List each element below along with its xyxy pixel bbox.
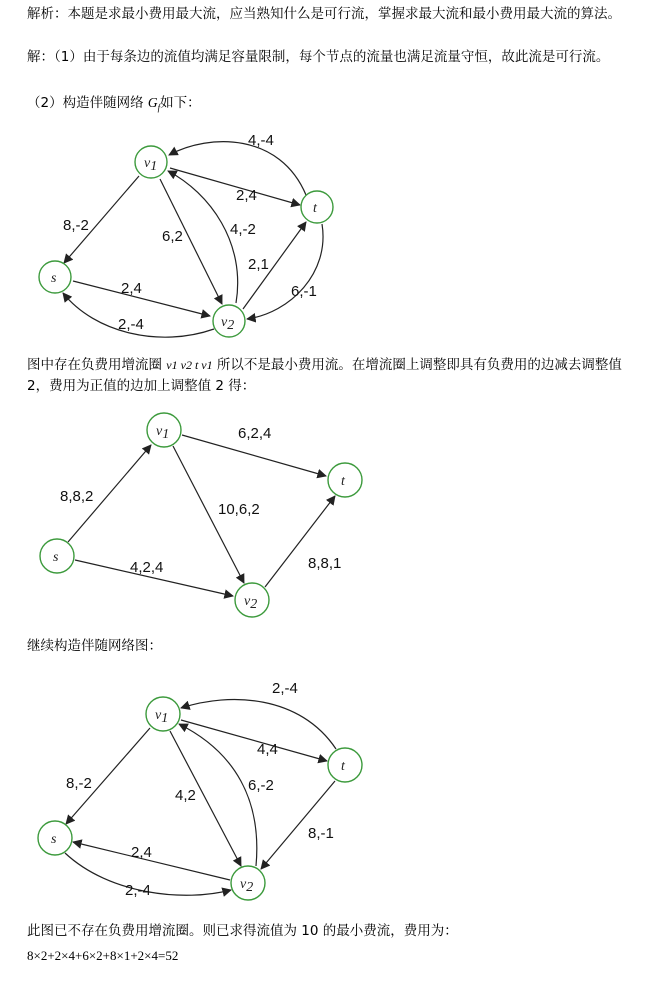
cost-formula: 8×2+2×4+6×2+8×1+2×4=52 — [27, 948, 179, 963]
g1-t-label: t — [313, 201, 317, 216]
g1-label-7: 2,4 — [121, 280, 142, 297]
cycle-nodes: v1 v2 t v1 — [166, 358, 213, 372]
g2-label-1: 8,8,2 — [60, 488, 94, 505]
conclusion-text: 此图已不存在负费用增流圈。则已求得流值为 10 的最小费流，费用为： — [27, 923, 458, 939]
g1-label-3: 6,2 — [162, 228, 183, 245]
g2-edge-v2-t — [265, 496, 335, 587]
continue-label: 继续构造伴随网络图： — [27, 638, 162, 654]
cycle-text: 图中存在负费用增流圈 v1 v2 t v1 所以不是最小费用流。在增流圈上调整即具有负费用的边减去调整值 2，费用为正值的边加上调整值 2 得： — [27, 357, 622, 394]
g3-s-label: s — [51, 832, 57, 847]
g1-label-6: 6,-1 — [291, 283, 317, 300]
g1-label-2: 8,-2 — [63, 217, 89, 234]
g3-label-3: 4,2 — [175, 787, 196, 804]
gf-symbol: $G_f$ — [147, 95, 161, 113]
g2-s-label: s — [53, 550, 59, 565]
part1-text: 解：（1）由于每条边的流值均满足容量限制，每个节点的流量也满足流量守恒，故此流是可行流。 — [27, 49, 610, 65]
graph2 — [0, 410, 645, 620]
g3-label-1: 4,4 — [257, 741, 278, 758]
g1-label-0: 4,-4 — [248, 132, 274, 149]
g3-t-label: t — [341, 759, 345, 774]
g1-v2-label: v2 — [221, 315, 235, 333]
g3-label-5: 8,-1 — [308, 825, 334, 842]
g1-edge-v1-t — [170, 168, 300, 205]
g2-t-label: t — [341, 474, 345, 489]
g3-v2-label: v2 — [240, 877, 254, 895]
g3-label-0: 2,-4 — [272, 680, 298, 697]
g1-s-label: s — [51, 271, 57, 286]
g3-v1-label: v1 — [155, 708, 169, 726]
g1-node-t — [301, 191, 333, 223]
g3-node-t — [328, 748, 362, 782]
g2-label-4: 8,8,1 — [308, 555, 342, 572]
g2-node-t — [328, 463, 362, 497]
g2-label-0: 6,2,4 — [238, 425, 272, 442]
part2-prefix: （2）构造伴随网络 — [27, 95, 148, 111]
g2-label-2: 10,6,2 — [218, 501, 260, 518]
analysis-text: 解析：本题是求最小费用最大流，应当熟知什么是可行流，掌握求最大流和最小费用最大流的算法。 — [27, 6, 621, 22]
g1-label-5: 2,1 — [248, 256, 269, 273]
graph3 — [0, 670, 645, 902]
g1-label-4: 4,-2 — [230, 221, 256, 238]
g2-label-3: 4,2,4 — [130, 559, 164, 576]
g3-label-2: 8,-2 — [66, 775, 92, 792]
g1-label-8: 2,-4 — [118, 316, 144, 333]
part2-suffix: 如下： — [160, 95, 201, 111]
g3-label-7: 2,-4 — [125, 882, 151, 899]
g2-v1-label: v1 — [156, 424, 170, 442]
part2-line — [27, 92, 625, 119]
g3-edge-v1-t — [181, 720, 327, 761]
g1-label-1: 2,4 — [236, 187, 257, 204]
g3-label-4: 6,-2 — [248, 777, 274, 794]
g3-label-6: 2,4 — [131, 844, 152, 861]
g1-v1-label: v1 — [144, 156, 158, 174]
g2-v2-label: v2 — [244, 594, 258, 612]
graph1 — [0, 123, 645, 348]
